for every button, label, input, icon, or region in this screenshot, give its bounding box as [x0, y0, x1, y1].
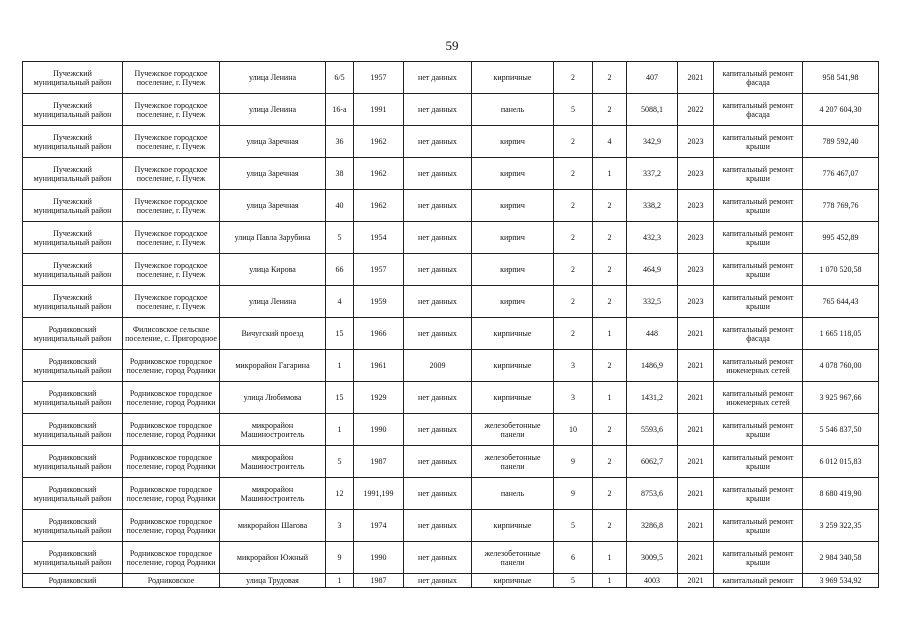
settlement-cell: Родниковское городское поселение, город Родники: [123, 414, 220, 446]
settlement-cell: Филисовское сельское поселение, с. Пригородное: [123, 318, 220, 350]
area-cell: 448: [627, 318, 678, 350]
entrances-cell: 2: [593, 414, 627, 446]
settlement-cell: Родниковское городское поселение, город Родники: [123, 446, 220, 478]
cost-cell: 4 078 760,00: [803, 350, 879, 382]
municipal-district-cell: Родниковский муниципальный район: [23, 478, 123, 510]
area-cell: 337,2: [627, 158, 678, 190]
municipal-district-cell: Пучежский муниципальный район: [23, 94, 123, 126]
table-row: [23, 94, 879, 126]
cost-cell: 778 769,76: [803, 190, 879, 222]
table-row: [23, 542, 879, 574]
settlement-cell: Пучежское городское поселение, г. Пучеж: [123, 190, 220, 222]
build-year-cell: 1991,199: [354, 478, 404, 510]
table-row: [23, 158, 879, 190]
house-number-cell: 9: [326, 542, 354, 574]
municipal-district-cell: Родниковский муниципальный район: [23, 414, 123, 446]
renovation-year-cell: нет данных: [404, 94, 472, 126]
renovation-year-cell: нет данных: [404, 254, 472, 286]
cost-cell: 3 925 967,66: [803, 382, 879, 414]
street-cell: улица Заречная: [220, 158, 326, 190]
build-year-cell: 1990: [354, 414, 404, 446]
municipal-district-cell: Родниковский муниципальный район: [23, 510, 123, 542]
build-year-cell: 1957: [354, 254, 404, 286]
table-row: [23, 126, 879, 158]
municipal-district-cell: Родниковский муниципальный район: [23, 542, 123, 574]
cost-cell: 1 070 520,58: [803, 254, 879, 286]
repair-year-cell: 2021: [678, 542, 714, 574]
renovation-year-cell: 2009: [404, 350, 472, 382]
cost-cell: 776 467,07: [803, 158, 879, 190]
build-year-cell: 1954: [354, 222, 404, 254]
build-year-cell: 1966: [354, 318, 404, 350]
repair-type-cell: капитальный ремонт: [714, 574, 803, 588]
cost-cell: 8 680 419,90: [803, 478, 879, 510]
municipal-district-cell: Пучежский муниципальный район: [23, 286, 123, 318]
table-row: [23, 286, 879, 318]
settlement-cell: Пучежское городское поселение, г. Пучеж: [123, 62, 220, 94]
area-cell: 4003: [627, 574, 678, 588]
house-number-cell: 38: [326, 158, 354, 190]
repair-year-cell: 2021: [678, 478, 714, 510]
repair-year-cell: 2023: [678, 190, 714, 222]
repair-year-cell: 2021: [678, 574, 714, 588]
street-cell: улица Ленина: [220, 286, 326, 318]
repair-year-cell: 2021: [678, 382, 714, 414]
floors-cell: 6: [554, 542, 593, 574]
floors-cell: 2: [554, 158, 593, 190]
build-year-cell: 1991: [354, 94, 404, 126]
street-cell: улица Заречная: [220, 190, 326, 222]
repair-type-cell: капитальный ремонт фасада: [714, 318, 803, 350]
street-cell: микрорайон Машиностроитель: [220, 478, 326, 510]
area-cell: 1486,9: [627, 350, 678, 382]
build-year-cell: 1957: [354, 62, 404, 94]
repair-year-cell: 2021: [678, 318, 714, 350]
street-cell: Вичугский проезд: [220, 318, 326, 350]
cost-cell: 1 665 118,05: [803, 318, 879, 350]
cost-cell: 6 012 015,83: [803, 446, 879, 478]
wall-material-cell: железобетонные панели: [472, 414, 554, 446]
area-cell: 407: [627, 62, 678, 94]
cost-cell: 995 452,89: [803, 222, 879, 254]
renovation-year-cell: нет данных: [404, 414, 472, 446]
entrances-cell: 2: [593, 510, 627, 542]
wall-material-cell: кирпичные: [472, 382, 554, 414]
table-row: [23, 510, 879, 542]
entrances-cell: 2: [593, 286, 627, 318]
settlement-cell: Родниковское: [123, 574, 220, 588]
repair-year-cell: 2022: [678, 94, 714, 126]
area-cell: 6062,7: [627, 446, 678, 478]
municipal-district-cell: Пучежский муниципальный район: [23, 62, 123, 94]
settlement-cell: Пучежское городское поселение, г. Пучеж: [123, 222, 220, 254]
table-row: [23, 222, 879, 254]
wall-material-cell: кирпичные: [472, 510, 554, 542]
floors-cell: 9: [554, 478, 593, 510]
repair-year-cell: 2023: [678, 126, 714, 158]
municipal-district-cell: Пучежский муниципальный район: [23, 222, 123, 254]
cost-cell: 789 592,40: [803, 126, 879, 158]
entrances-cell: 4: [593, 126, 627, 158]
build-year-cell: 1990: [354, 542, 404, 574]
street-cell: микрорайон Машиностроитель: [220, 446, 326, 478]
floors-cell: 3: [554, 382, 593, 414]
settlement-cell: Родниковское городское поселение, город Родники: [123, 542, 220, 574]
table-row: [23, 574, 879, 588]
street-cell: улица Любимова: [220, 382, 326, 414]
municipal-district-cell: Родниковский муниципальный район: [23, 446, 123, 478]
repair-type-cell: капитальный ремонт крыши: [714, 446, 803, 478]
entrances-cell: 1: [593, 574, 627, 588]
build-year-cell: 1961: [354, 350, 404, 382]
settlement-cell: Пучежское городское поселение, г. Пучеж: [123, 286, 220, 318]
table-row: [23, 478, 879, 510]
renovation-year-cell: нет данных: [404, 62, 472, 94]
wall-material-cell: железобетонные панели: [472, 446, 554, 478]
floors-cell: 5: [554, 510, 593, 542]
area-cell: 338,2: [627, 190, 678, 222]
table-row: [23, 254, 879, 286]
wall-material-cell: железобетонные панели: [472, 542, 554, 574]
build-year-cell: 1987: [354, 574, 404, 588]
floors-cell: 2: [554, 254, 593, 286]
floors-cell: 10: [554, 414, 593, 446]
wall-material-cell: кирпич: [472, 222, 554, 254]
wall-material-cell: кирпичные: [472, 318, 554, 350]
area-cell: 464,9: [627, 254, 678, 286]
settlement-cell: Родниковское городское поселение, город Родники: [123, 382, 220, 414]
table-body: [23, 62, 879, 588]
floors-cell: 5: [554, 574, 593, 588]
table-row: [23, 382, 879, 414]
repair-type-cell: капитальный ремонт крыши: [714, 542, 803, 574]
area-cell: 5088,1: [627, 94, 678, 126]
entrances-cell: 1: [593, 382, 627, 414]
repair-type-cell: капитальный ремонт крыши: [714, 286, 803, 318]
entrances-cell: 1: [593, 318, 627, 350]
table-row: [23, 190, 879, 222]
repair-year-cell: 2021: [678, 62, 714, 94]
house-number-cell: 66: [326, 254, 354, 286]
build-year-cell: 1987: [354, 446, 404, 478]
table-row: [23, 318, 879, 350]
renovation-year-cell: нет данных: [404, 222, 472, 254]
house-number-cell: 4: [326, 286, 354, 318]
settlement-cell: Пучежское городское поселение, г. Пучеж: [123, 94, 220, 126]
renovation-year-cell: нет данных: [404, 126, 472, 158]
floors-cell: 2: [554, 126, 593, 158]
housing-repair-table: [22, 61, 879, 588]
renovation-year-cell: нет данных: [404, 542, 472, 574]
renovation-year-cell: нет данных: [404, 574, 472, 588]
area-cell: 332,5: [627, 286, 678, 318]
wall-material-cell: кирпич: [472, 254, 554, 286]
wall-material-cell: кирпич: [472, 158, 554, 190]
house-number-cell: 12: [326, 478, 354, 510]
housing-repair-table-container: [22, 61, 878, 588]
settlement-cell: Пучежское городское поселение, г. Пучеж: [123, 158, 220, 190]
municipal-district-cell: Родниковский: [23, 574, 123, 588]
municipal-district-cell: Родниковский муниципальный район: [23, 382, 123, 414]
house-number-cell: 15: [326, 382, 354, 414]
repair-type-cell: капитальный ремонт инженерных сетей: [714, 382, 803, 414]
cost-cell: 2 984 340,58: [803, 542, 879, 574]
settlement-cell: Родниковское городское поселение, город Родники: [123, 510, 220, 542]
renovation-year-cell: нет данных: [404, 382, 472, 414]
house-number-cell: 36: [326, 126, 354, 158]
cost-cell: 958 541,98: [803, 62, 879, 94]
wall-material-cell: кирпич: [472, 126, 554, 158]
street-cell: улица Ленина: [220, 94, 326, 126]
cost-cell: 765 644,43: [803, 286, 879, 318]
floors-cell: 2: [554, 222, 593, 254]
street-cell: улица Ленина: [220, 62, 326, 94]
entrances-cell: 2: [593, 222, 627, 254]
page-number: 59: [445, 38, 459, 53]
table-row: [23, 62, 879, 94]
house-number-cell: 6/5: [326, 62, 354, 94]
area-cell: 5593,6: [627, 414, 678, 446]
build-year-cell: 1959: [354, 286, 404, 318]
street-cell: микрорайон Шагова: [220, 510, 326, 542]
repair-type-cell: капитальный ремонт крыши: [714, 158, 803, 190]
house-number-cell: 5: [326, 446, 354, 478]
wall-material-cell: панель: [472, 478, 554, 510]
municipal-district-cell: Родниковский муниципальный район: [23, 318, 123, 350]
house-number-cell: 3: [326, 510, 354, 542]
entrances-cell: 1: [593, 158, 627, 190]
table-row: [23, 350, 879, 382]
build-year-cell: 1962: [354, 126, 404, 158]
street-cell: микрорайон Машиностроитель: [220, 414, 326, 446]
repair-type-cell: капитальный ремонт крыши: [714, 414, 803, 446]
street-cell: улица Павла Зарубина: [220, 222, 326, 254]
municipal-district-cell: Пучежский муниципальный район: [23, 254, 123, 286]
floors-cell: 2: [554, 190, 593, 222]
entrances-cell: 2: [593, 446, 627, 478]
floors-cell: 5: [554, 94, 593, 126]
wall-material-cell: кирпичные: [472, 574, 554, 588]
build-year-cell: 1962: [354, 190, 404, 222]
renovation-year-cell: нет данных: [404, 510, 472, 542]
settlement-cell: Родниковское городское поселение, город Родники: [123, 478, 220, 510]
wall-material-cell: панель: [472, 94, 554, 126]
repair-type-cell: капитальный ремонт крыши: [714, 478, 803, 510]
municipal-district-cell: Пучежский муниципальный район: [23, 126, 123, 158]
cost-cell: 3 259 322,35: [803, 510, 879, 542]
wall-material-cell: кирпичные: [472, 350, 554, 382]
floors-cell: 2: [554, 286, 593, 318]
municipal-district-cell: Пучежский муниципальный район: [23, 158, 123, 190]
cost-cell: 4 207 604,30: [803, 94, 879, 126]
area-cell: 432,3: [627, 222, 678, 254]
settlement-cell: Пучежское городское поселение, г. Пучеж: [123, 126, 220, 158]
renovation-year-cell: нет данных: [404, 318, 472, 350]
repair-type-cell: капитальный ремонт крыши: [714, 126, 803, 158]
repair-year-cell: 2021: [678, 510, 714, 542]
house-number-cell: 1: [326, 414, 354, 446]
repair-year-cell: 2023: [678, 158, 714, 190]
street-cell: микрорайон Южный: [220, 542, 326, 574]
build-year-cell: 1962: [354, 158, 404, 190]
repair-year-cell: 2021: [678, 350, 714, 382]
build-year-cell: 1929: [354, 382, 404, 414]
municipal-district-cell: Пучежский муниципальный район: [23, 190, 123, 222]
area-cell: 3286,8: [627, 510, 678, 542]
floors-cell: 2: [554, 318, 593, 350]
street-cell: улица Заречная: [220, 126, 326, 158]
street-cell: улица Трудовая: [220, 574, 326, 588]
house-number-cell: 15: [326, 318, 354, 350]
area-cell: 3009,5: [627, 542, 678, 574]
entrances-cell: 2: [593, 254, 627, 286]
repair-type-cell: капитальный ремонт инженерных сетей: [714, 350, 803, 382]
table-row: [23, 414, 879, 446]
repair-year-cell: 2021: [678, 446, 714, 478]
renovation-year-cell: нет данных: [404, 158, 472, 190]
repair-type-cell: капитальный ремонт фасада: [714, 62, 803, 94]
repair-type-cell: капитальный ремонт фасада: [714, 94, 803, 126]
entrances-cell: 2: [593, 350, 627, 382]
cost-cell: 3 969 534,92: [803, 574, 879, 588]
renovation-year-cell: нет данных: [404, 190, 472, 222]
municipal-district-cell: Родниковский муниципальный район: [23, 350, 123, 382]
settlement-cell: Родниковское городское поселение, город Родники: [123, 350, 220, 382]
wall-material-cell: кирпич: [472, 286, 554, 318]
house-number-cell: 40: [326, 190, 354, 222]
renovation-year-cell: нет данных: [404, 286, 472, 318]
entrances-cell: 2: [593, 478, 627, 510]
entrances-cell: 2: [593, 62, 627, 94]
renovation-year-cell: нет данных: [404, 478, 472, 510]
repair-year-cell: 2023: [678, 286, 714, 318]
repair-year-cell: 2023: [678, 222, 714, 254]
repair-year-cell: 2021: [678, 414, 714, 446]
repair-type-cell: капитальный ремонт крыши: [714, 190, 803, 222]
floors-cell: 3: [554, 350, 593, 382]
street-cell: микрорайон Гагарина: [220, 350, 326, 382]
repair-year-cell: 2023: [678, 254, 714, 286]
house-number-cell: 1: [326, 574, 354, 588]
area-cell: 342,9: [627, 126, 678, 158]
entrances-cell: 2: [593, 190, 627, 222]
cost-cell: 5 546 837,50: [803, 414, 879, 446]
floors-cell: 9: [554, 446, 593, 478]
repair-type-cell: капитальный ремонт крыши: [714, 222, 803, 254]
house-number-cell: 1: [326, 350, 354, 382]
area-cell: 8753,6: [627, 478, 678, 510]
entrances-cell: 1: [593, 542, 627, 574]
house-number-cell: 5: [326, 222, 354, 254]
street-cell: улица Кирова: [220, 254, 326, 286]
repair-type-cell: капитальный ремонт крыши: [714, 510, 803, 542]
build-year-cell: 1974: [354, 510, 404, 542]
wall-material-cell: кирпичные: [472, 62, 554, 94]
area-cell: 1431,2: [627, 382, 678, 414]
floors-cell: 2: [554, 62, 593, 94]
repair-type-cell: капитальный ремонт крыши: [714, 254, 803, 286]
table-row: [23, 446, 879, 478]
entrances-cell: 2: [593, 94, 627, 126]
settlement-cell: Пучежское городское поселение, г. Пучеж: [123, 254, 220, 286]
wall-material-cell: кирпич: [472, 190, 554, 222]
renovation-year-cell: нет данных: [404, 446, 472, 478]
house-number-cell: 16-а: [326, 94, 354, 126]
